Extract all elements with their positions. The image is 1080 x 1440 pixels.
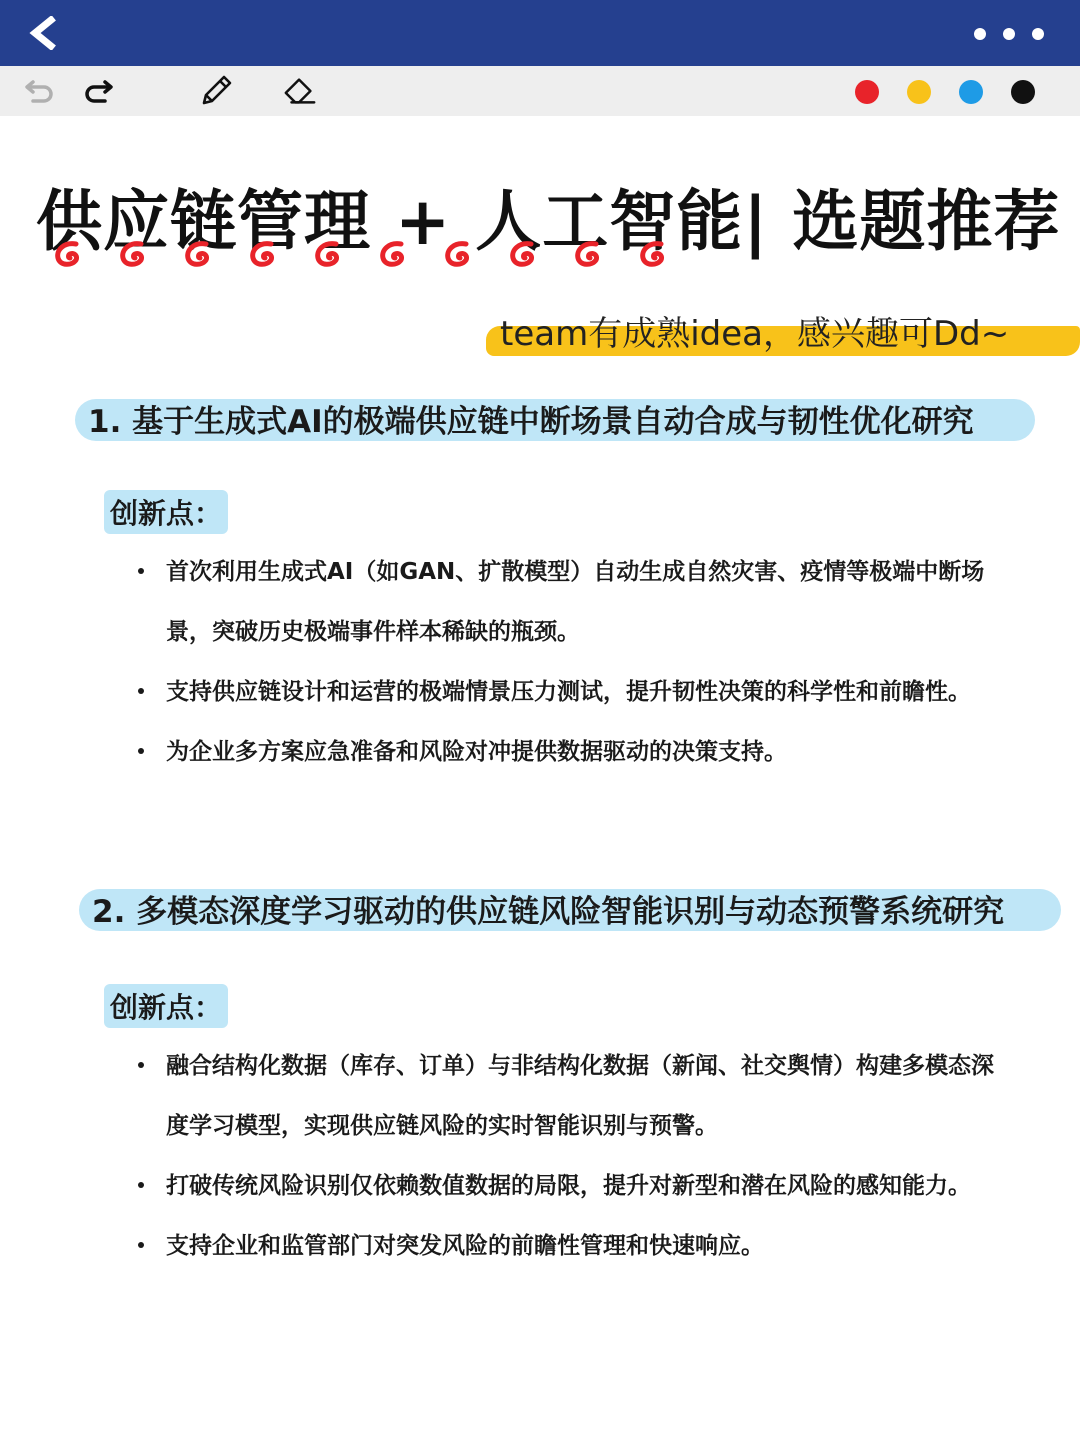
color-swatch-yellow[interactable] <box>907 80 931 104</box>
pen-icon <box>198 73 234 109</box>
list-item-text: 首次利用生成式AI（如GAN、扩散模型）自动生成自然灾害、疫情等极端中断场景，突破历史极端事件样本稀缺的瓶颈。 <box>166 559 985 645</box>
list-item-text: 融合结构化数据（库存、订单）与非结构化数据（新闻、社交舆情）构建多模态深度学习模型，实现供应链风险的实时智能识别与预警。 <box>166 1053 994 1139</box>
list-item <box>136 662 1016 722</box>
bullet-icon <box>138 1182 144 1188</box>
innovation-list-2 <box>136 1036 1016 1276</box>
list-item-text: 支持企业和监管部门对突发风险的前瞻性管理和快速响应。 <box>166 1233 764 1259</box>
bullet-icon <box>138 1062 144 1068</box>
section-title: 1. 基于生成式AI的极端供应链中断场景自动合成与韧性优化研究 <box>88 404 974 440</box>
drawing-toolbar <box>0 66 1080 116</box>
pen-button[interactable] <box>198 73 234 109</box>
more-dot-icon <box>1032 28 1044 40</box>
eraser-button[interactable] <box>282 73 318 109</box>
bullet-icon <box>138 1242 144 1248</box>
list-item-text: 打破传统风险识别仅依赖数值数据的局限，提升对新型和潜在风险的感知能力。 <box>166 1173 971 1199</box>
more-dot-icon <box>974 28 986 40</box>
undo-icon <box>23 76 57 106</box>
section-heading-1 <box>78 396 974 441</box>
color-swatch-blue[interactable] <box>959 80 983 104</box>
list-item <box>136 542 1016 662</box>
bullet-icon <box>138 568 144 574</box>
list-item <box>136 1036 1016 1156</box>
list-item <box>136 1156 1016 1216</box>
page-title: 供应链管理 + 人工智能| 选题推荐 <box>36 183 1061 260</box>
top-nav-bar <box>0 0 1080 66</box>
swirl-icon <box>58 244 662 265</box>
more-button[interactable] <box>974 20 1044 48</box>
redo-button[interactable] <box>80 73 116 109</box>
section-heading-2 <box>82 886 1004 931</box>
list-item <box>136 1216 1016 1276</box>
section-title: 2. 多模态深度学习驱动的供应链风险智能识别与动态预警系统研究 <box>92 894 1005 930</box>
undo-button[interactable] <box>22 73 58 109</box>
eraser-icon <box>282 73 318 109</box>
subtitle-note <box>484 306 1080 354</box>
innovation-list-1 <box>136 542 1016 782</box>
bullet-icon <box>138 688 144 694</box>
bullet-icon <box>138 748 144 754</box>
innovation-label: 创新点： <box>104 984 228 1028</box>
list-item-text: 为企业多方案应急准备和风险对冲提供数据驱动的决策支持。 <box>166 739 787 765</box>
list-item <box>136 722 1016 782</box>
back-button[interactable] <box>20 12 64 54</box>
chevron-left-icon <box>27 16 57 50</box>
swirl-decoration <box>50 236 690 270</box>
subtitle-text: team有成熟idea，感兴趣可Dd~ <box>500 314 1010 354</box>
list-item-text: 支持供应链设计和运营的极端情景压力测试，提升韧性决策的科学性和前瞻性。 <box>166 679 971 705</box>
color-swatch-black[interactable] <box>1011 80 1035 104</box>
redo-icon <box>81 76 115 106</box>
more-dot-icon <box>1003 28 1015 40</box>
innovation-label: 创新点： <box>104 490 228 534</box>
color-swatch-red[interactable] <box>855 80 879 104</box>
